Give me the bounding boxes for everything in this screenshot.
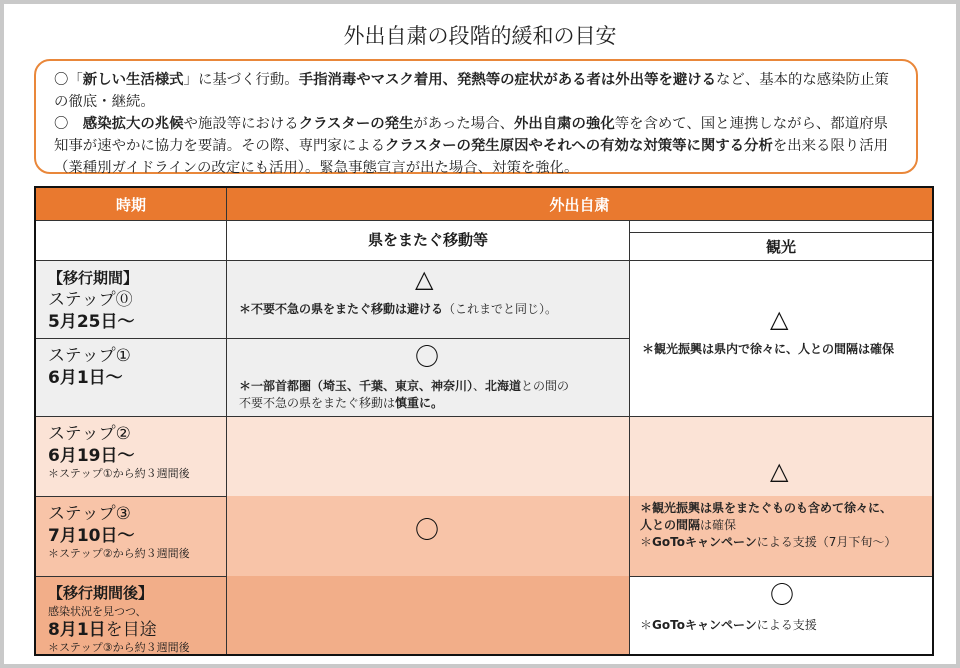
period-step1 [36, 338, 226, 416]
note-bold: 慎重に。 [395, 396, 444, 410]
notice-text: や施設等における [183, 116, 299, 132]
tourism-step3-cell [629, 496, 932, 576]
travel-after-cell [226, 576, 629, 654]
period-caption: 感染状況を見つつ、 [48, 605, 147, 618]
triangle-mark: △ [415, 265, 434, 293]
note-text: は確保 [700, 518, 737, 532]
circle-mark: 〇 [770, 581, 794, 609]
header-self-restraint: 外出自粛 [226, 188, 932, 220]
note-text: による支援 [756, 618, 817, 632]
header-period: 時期 [36, 188, 226, 220]
note-bold: GoToキャンペーン [652, 618, 757, 632]
notice-text: があった場合、 [413, 116, 514, 132]
period-step: ステップ① [48, 346, 131, 366]
notice-bold: 感染拡大の兆候 [82, 116, 184, 132]
notice-paragraph-1 [54, 69, 902, 113]
page-title: 外出自粛の段階的緩和の目安 [343, 24, 617, 48]
tourism-step2-cell [629, 416, 932, 496]
note-bold: ＊不要不急の県をまたぐ移動は避ける [239, 302, 444, 316]
tourism-after-cell [629, 576, 932, 654]
period-date: 6月19日～ [48, 446, 135, 466]
header-blank [36, 220, 226, 260]
travel-step1-note [239, 378, 569, 412]
header-travel: 県をまたぐ移動等 [226, 220, 629, 260]
period-date: 6月1日～ [48, 368, 123, 388]
travel-step2-cell [226, 416, 629, 496]
period-date: 8月1日 [48, 620, 106, 640]
period-note: ＊ステップ①から約３週間後 [48, 467, 190, 480]
period-note: ＊ステップ②から約３週間後 [48, 547, 190, 560]
notice-text: 」に基づく行動。 [183, 72, 299, 88]
period-note: ＊ステップ③から約３週間後 [48, 641, 190, 654]
period-date: 7月10日～ [48, 526, 135, 546]
note-text: による支援（7月下旬～） [756, 535, 897, 549]
notice-text: 等を含めて、国と連携しながら、都道府県知事が速やかに協力を要請。その際、専門家による [54, 116, 888, 154]
circle-mark: 〇 [415, 343, 439, 371]
circle-mark: 〇 [415, 516, 439, 544]
note-text: ＊ [640, 535, 653, 549]
guideline-table [34, 186, 934, 656]
period-after [36, 576, 226, 654]
note-bold: ＊一部首都圏（埼玉、千葉、東京、神奈川） [239, 379, 474, 393]
notice-bold: クラスターの発生 [298, 116, 414, 132]
note-text: 不要不急の県をまたぐ移動は [239, 396, 396, 410]
notice-text: を出来る限り活用（業種別ガイドラインの改定にも活用）。緊急事態宣言が出た場合、対策を強化。 [54, 138, 888, 176]
note-text: （これまでと同じ）。 [443, 302, 558, 316]
period-date-line [48, 619, 226, 641]
notice-bold: 手指消毒やマスク着用、発熱等の症状がある者は外出等を避ける [298, 72, 717, 88]
page [4, 4, 956, 664]
period-step0 [36, 260, 226, 338]
period-step3 [36, 496, 226, 576]
notice-box [34, 59, 918, 174]
notice-text: など、基本的な感染防止策の徹底・継続。 [54, 72, 889, 110]
notice-paragraph-2 [54, 113, 902, 179]
period-date: 5月25日～ [48, 312, 135, 332]
tourism-step3-note [640, 500, 896, 551]
note-text: ＊ [640, 618, 653, 632]
travel-step0-note [239, 301, 557, 318]
note-text: との間の [521, 379, 570, 393]
note-bold: 北海道 [485, 379, 522, 393]
travel-step3-cell [226, 496, 629, 576]
tourism-step01-cell [629, 260, 932, 416]
period-step: ステップ② [48, 424, 131, 444]
period-tag: 【移行期間】 [48, 269, 139, 287]
notice-text: 〇「 [54, 72, 83, 88]
travel-step0-cell [226, 260, 629, 338]
tourism-after-note [640, 617, 817, 634]
triangle-mark: △ [770, 305, 789, 333]
header-tourism: 観光 [629, 232, 932, 260]
notice-text: 〇 [54, 116, 83, 132]
note-bold: 人との間隔 [640, 518, 701, 532]
triangle-mark: △ [770, 457, 789, 485]
period-step: ステップ③ [48, 504, 131, 524]
period-tag: 【移行期間後】 [48, 584, 154, 602]
notice-bold: クラスターの発生原因やそれへの有効な対策等に関する分析 [385, 138, 773, 154]
period-date-suffix: を目途 [105, 620, 157, 640]
notice-bold: 新しい生活様式 [82, 72, 184, 88]
period-step2 [36, 416, 226, 496]
travel-step1-cell [226, 338, 629, 416]
tourism-step01-note: ＊観光振興は県内で徐々に、人との間隔は確保 [642, 342, 895, 356]
notice-bold: 外出自粛の強化 [513, 116, 615, 132]
note-text: 、 [473, 379, 486, 393]
header-tourism-spacer [629, 220, 932, 232]
note-bold: GoToキャンペーン [652, 535, 757, 549]
note-bold: ＊観光振興は県をまたぐものも含めて徐々に、 [640, 501, 893, 515]
period-step: ステップ⓪ [48, 290, 133, 310]
